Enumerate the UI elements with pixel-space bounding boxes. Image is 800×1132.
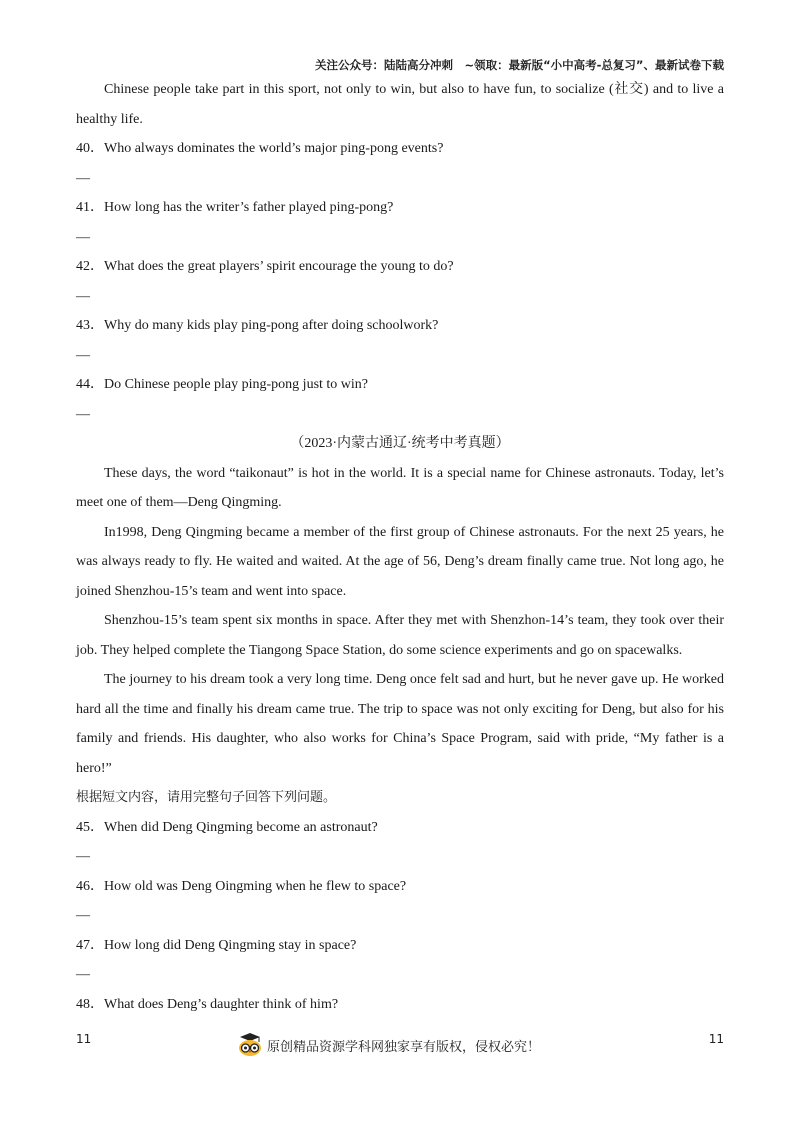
passage-paragraph: These days, the word “taikonaut” is hot in the world. It is a special name for Chinese astronauts. Today, let’s meet one of them—Deng Qingming. [76, 465, 724, 510]
copyright-footer [237, 1032, 540, 1058]
answer-line: — [76, 849, 90, 864]
answer-line: — [76, 288, 90, 304]
question-47: 47．How long did Deng Qingming stay in space? [76, 937, 357, 953]
answer-line: — [76, 229, 90, 245]
source-citation: （2023·内蒙古通辽·统考中考真题） [290, 436, 510, 451]
question-43: 43．Why do many kids play ping-pong after doing schoolwork? [76, 318, 439, 333]
answer-line: — [76, 967, 90, 982]
passage-paragraph: Chinese people take part in this sport, not only to win, but also to have fun, to socialize (社交) and to live a healthy life. [76, 82, 724, 127]
passage-paragraph: The journey to his dream took a very long time. Deng once felt sad and hurt, but he never gave up. He worked hard all the time and finally his dream came true. The trip to space was not only exciting for Deng, but also for his family and friends. His daughter, who also works for China’s Space Program, said with pride, “My father is a hero!” [76, 672, 724, 776]
document-body [76, 75, 724, 1019]
question-41: 41．How long has the writer’s father played ping-pong? [76, 200, 394, 215]
question-45: 45．When did Deng Qingming become an astronaut? [76, 819, 378, 835]
page-number-left: 11 [76, 1032, 92, 1046]
question-46: 46．How old was Deng Oingming when he flew to space? [76, 878, 407, 894]
passage-paragraph: In1998, Deng Qingming became a member of the first group of Chinese astronauts. For the next 25 years, he was always ready to fly. He waited and waited. At the age of 56, Deng’s dream finally came true. Not long ago, he joined Shenzhou-15’s team and went into space. [76, 524, 724, 599]
copyright-text: 原创精品资源学科网独家享有版权，侵权必究！ [267, 1039, 541, 1055]
answer-line: — [76, 170, 90, 186]
page-number-right: 11 [708, 1032, 724, 1046]
question-42: 42．What does the great players’ spirit encourage the young to do? [76, 259, 454, 274]
answer-line: — [76, 406, 90, 422]
answer-line: — [76, 347, 90, 363]
answer-line: — [76, 908, 90, 923]
question-40: 40．Who always dominates the world’s major ping-pong events? [76, 141, 444, 156]
page-header: 关注公众号：陆陆高分冲刺 ~领取：最新版“小中高考-总复习”、最新试卷下载 [314, 58, 724, 72]
passage-paragraph: Shenzhou-15’s team spent six months in space. After they met with Shenzhon-14’s team, they took over their job. They helped complete the Tiangong Space Station, do some science experiments and go on spacewalks. [76, 613, 724, 658]
owl-mascot-icon [237, 1032, 263, 1058]
question-48: 48．What does Deng’s daughter think of him? [76, 996, 339, 1012]
question-44: 44．Do Chinese people play ping-pong just to win? [76, 377, 369, 392]
instruction: 根据短文内容，请用完整句子回答下列问题。 [76, 790, 337, 805]
